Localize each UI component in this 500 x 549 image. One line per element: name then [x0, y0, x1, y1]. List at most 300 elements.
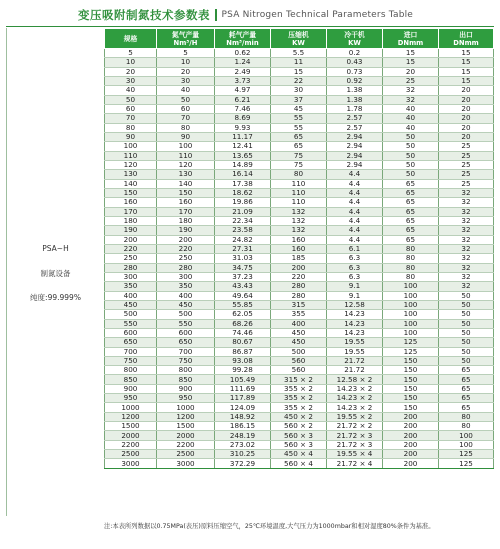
- table-cell: 250: [105, 254, 157, 263]
- table-cell: 9.1: [327, 282, 383, 291]
- table-cell: 32: [439, 216, 494, 225]
- table-cell: 12.58 × 2: [327, 375, 383, 384]
- table-row: [105, 384, 494, 393]
- table-row: [105, 160, 494, 169]
- table-cell: 125: [383, 338, 439, 347]
- table-cell: 560 × 3: [271, 440, 327, 449]
- table-cell: 248.19: [215, 431, 271, 440]
- table-cell: 32: [439, 207, 494, 216]
- table-cell: 1200: [157, 412, 215, 421]
- table-cell: 20: [439, 95, 494, 104]
- table-cell: 800: [105, 366, 157, 375]
- table-cell: 22.34: [215, 216, 271, 225]
- table-cell: 21.72: [327, 356, 383, 365]
- table-cell: 14.23: [327, 310, 383, 319]
- table-cell: 2000: [157, 431, 215, 440]
- table-cell: 9.93: [215, 123, 271, 132]
- table-cell: 50: [439, 310, 494, 319]
- table-cell: 160: [105, 198, 157, 207]
- table-cell: 15: [439, 76, 494, 85]
- title-divider: [215, 9, 217, 21]
- table-cell: 80: [383, 263, 439, 272]
- table-row: [105, 235, 494, 244]
- column-header: [215, 29, 271, 49]
- table-cell: 850: [157, 375, 215, 384]
- table-cell: 15: [439, 58, 494, 67]
- table-row: [105, 49, 494, 58]
- table-cell: 50: [157, 95, 215, 104]
- table-cell: 90: [157, 132, 215, 141]
- table-cell: 900: [157, 384, 215, 393]
- table-cell: 62.05: [215, 310, 271, 319]
- column-header-label: 耗气产量: [228, 30, 257, 39]
- table-cell: 850: [105, 375, 157, 384]
- table-cell: 40: [383, 114, 439, 123]
- table-cell: 6.3: [327, 263, 383, 272]
- table-cell: 1000: [157, 403, 215, 412]
- table-cell: 21.72 × 3: [327, 431, 383, 440]
- table-cell: 0.43: [327, 58, 383, 67]
- table-row: [105, 151, 494, 160]
- table-cell: 19.55: [327, 338, 383, 347]
- table-cell: 3000: [157, 459, 215, 468]
- table-cell: 200: [157, 235, 215, 244]
- table-cell: 450: [157, 300, 215, 309]
- table-row: [105, 67, 494, 76]
- table-cell: 10: [105, 58, 157, 67]
- table-cell: 355 × 2: [271, 403, 327, 412]
- table-cell: 1200: [105, 412, 157, 421]
- table-cell: 8.69: [215, 114, 271, 123]
- table-cell: 220: [271, 272, 327, 281]
- table-cell: 950: [105, 394, 157, 403]
- table-cell: 700: [105, 347, 157, 356]
- table-cell: 1500: [105, 422, 157, 431]
- table-cell: 16.14: [215, 170, 271, 179]
- table-cell: 50: [439, 338, 494, 347]
- table-cell: 150: [383, 384, 439, 393]
- table-cell: 50: [439, 300, 494, 309]
- table-cell: 19.55 × 2: [327, 412, 383, 421]
- table-cell: 14.23: [327, 319, 383, 328]
- table-cell: 110: [271, 198, 327, 207]
- table-cell: 65: [383, 216, 439, 225]
- table-cell: 450: [105, 300, 157, 309]
- table-row: [105, 244, 494, 253]
- table-cell: 200: [383, 459, 439, 468]
- table-header-row: [105, 29, 494, 49]
- parameters-table-wrap: [104, 28, 493, 469]
- table-cell: 500: [105, 310, 157, 319]
- table-cell: 10: [157, 58, 215, 67]
- table-cell: 4.97: [215, 86, 271, 95]
- table-cell: 120: [157, 160, 215, 169]
- table-cell: 200: [383, 440, 439, 449]
- table-cell: 300: [105, 272, 157, 281]
- table-cell: 40: [383, 104, 439, 113]
- table-row: [105, 188, 494, 197]
- table-row: [105, 282, 494, 291]
- column-header-label: 压缩机: [288, 30, 309, 39]
- table-cell: 80: [439, 412, 494, 421]
- table-row: [105, 403, 494, 412]
- table-cell: 3000: [105, 459, 157, 468]
- table-cell: 65: [383, 179, 439, 188]
- title-rule: [6, 26, 494, 27]
- table-cell: 125: [439, 459, 494, 468]
- table-cell: 186.15: [215, 422, 271, 431]
- table-cell: 450: [271, 328, 327, 337]
- table-cell: 65: [439, 366, 494, 375]
- sidebar-device: 制氮设备: [40, 269, 71, 278]
- table-cell: 372.29: [215, 459, 271, 468]
- table-cell: 220: [157, 244, 215, 253]
- table-cell: 7.46: [215, 104, 271, 113]
- table-cell: 110: [271, 188, 327, 197]
- column-header-label: 冷干机: [344, 30, 365, 39]
- table-cell: 25: [439, 142, 494, 151]
- table-cell: 130: [157, 170, 215, 179]
- table-cell: 0.62: [215, 49, 271, 58]
- table-cell: 150: [383, 394, 439, 403]
- table-cell: 50: [439, 347, 494, 356]
- table-row: [105, 328, 494, 337]
- table-cell: 355: [271, 310, 327, 319]
- column-header: [271, 29, 327, 49]
- table-cell: 100: [157, 142, 215, 151]
- table-cell: 14.89: [215, 160, 271, 169]
- table-row: [105, 431, 494, 440]
- table-cell: 2.49: [215, 67, 271, 76]
- table-cell: 273.02: [215, 440, 271, 449]
- table-row: [105, 310, 494, 319]
- table-cell: 4.4: [327, 170, 383, 179]
- table-row: [105, 170, 494, 179]
- table-cell: 4.4: [327, 207, 383, 216]
- table-cell: 65: [439, 375, 494, 384]
- table-cell: 20: [383, 67, 439, 76]
- table-cell: 132: [271, 226, 327, 235]
- table-cell: 4.4: [327, 235, 383, 244]
- table-cell: 18.62: [215, 188, 271, 197]
- table-cell: 70: [105, 114, 157, 123]
- table-cell: 125: [383, 347, 439, 356]
- column-header-label: 出口: [459, 30, 473, 39]
- table-cell: 315: [271, 300, 327, 309]
- table-cell: 310.25: [215, 450, 271, 459]
- table-row: [105, 394, 494, 403]
- table-cell: 2.94: [327, 151, 383, 160]
- table-cell: 190: [105, 226, 157, 235]
- table-cell: 14.23 × 2: [327, 403, 383, 412]
- table-cell: 190: [157, 226, 215, 235]
- table-cell: 100: [383, 300, 439, 309]
- table-cell: 80: [383, 244, 439, 253]
- table-cell: 125: [439, 450, 494, 459]
- table-cell: 60: [157, 104, 215, 113]
- table-cell: 15: [383, 49, 439, 58]
- table-cell: 65: [383, 235, 439, 244]
- table-cell: 43.43: [215, 282, 271, 291]
- table-cell: 25: [439, 151, 494, 160]
- table-row: [105, 86, 494, 95]
- table-cell: 750: [157, 356, 215, 365]
- table-cell: 200: [105, 235, 157, 244]
- table-cell: 200: [383, 412, 439, 421]
- table-cell: 350: [157, 282, 215, 291]
- table-cell: 2000: [105, 431, 157, 440]
- table-row: [105, 226, 494, 235]
- table-cell: 20: [439, 86, 494, 95]
- table-cell: 4.4: [327, 179, 383, 188]
- sidebar-model: PSA~H: [42, 244, 69, 253]
- table-cell: 150: [383, 375, 439, 384]
- table-cell: 32: [439, 188, 494, 197]
- table-row: [105, 422, 494, 431]
- table-cell: 80: [271, 170, 327, 179]
- table-cell: 500: [271, 347, 327, 356]
- table-cell: 100: [383, 328, 439, 337]
- table-cell: 450: [271, 338, 327, 347]
- table-cell: 11.17: [215, 132, 271, 141]
- table-cell: 280: [271, 291, 327, 300]
- table-cell: 5.5: [271, 49, 327, 58]
- table-cell: 400: [105, 291, 157, 300]
- table-cell: 37: [271, 95, 327, 104]
- table-cell: 90: [105, 132, 157, 141]
- table-cell: 50: [105, 95, 157, 104]
- table-cell: 200: [383, 422, 439, 431]
- table-cell: 21.72 × 4: [327, 459, 383, 468]
- table-cell: 110: [105, 151, 157, 160]
- title-english: PSA Nitrogen Technical Parameters Table: [221, 10, 414, 20]
- table-cell: 2200: [105, 440, 157, 449]
- table-cell: 0.73: [327, 67, 383, 76]
- table-cell: 24.82: [215, 235, 271, 244]
- table-cell: 14.23: [327, 328, 383, 337]
- table-cell: 550: [105, 319, 157, 328]
- table-row: [105, 142, 494, 151]
- table-row: [105, 338, 494, 347]
- table-cell: 170: [157, 207, 215, 216]
- table-cell: 65: [439, 394, 494, 403]
- table-row: [105, 132, 494, 141]
- table-cell: 32: [439, 272, 494, 281]
- table-cell: 100: [383, 310, 439, 319]
- table-row: [105, 198, 494, 207]
- table-cell: 32: [439, 263, 494, 272]
- table-cell: 200: [383, 450, 439, 459]
- table-cell: 148.92: [215, 412, 271, 421]
- table-cell: 12.41: [215, 142, 271, 151]
- table-row: [105, 95, 494, 104]
- table-cell: 74.46: [215, 328, 271, 337]
- table-row: [105, 123, 494, 132]
- column-header: [439, 29, 494, 49]
- table-cell: 65: [383, 198, 439, 207]
- table-cell: 2200: [157, 440, 215, 449]
- table-cell: 111.69: [215, 384, 271, 393]
- table-cell: 50: [383, 142, 439, 151]
- table-cell: 15: [383, 58, 439, 67]
- table-cell: 124.09: [215, 403, 271, 412]
- table-cell: 160: [157, 198, 215, 207]
- table-cell: 150: [383, 403, 439, 412]
- table-cell: 15: [439, 67, 494, 76]
- table-cell: 15: [439, 49, 494, 58]
- table-row: [105, 459, 494, 468]
- table-cell: 30: [271, 86, 327, 95]
- table-cell: 50: [383, 151, 439, 160]
- table-cell: 20: [439, 132, 494, 141]
- table-cell: 50: [439, 319, 494, 328]
- table-cell: 49.64: [215, 291, 271, 300]
- table-cell: 1.38: [327, 86, 383, 95]
- column-header: [383, 29, 439, 49]
- table-cell: 60: [105, 104, 157, 113]
- table-cell: 560: [271, 356, 327, 365]
- table-cell: 80: [383, 254, 439, 263]
- table-row: [105, 347, 494, 356]
- table-cell: 9.1: [327, 291, 383, 300]
- table-cell: 14.23 × 2: [327, 384, 383, 393]
- table-cell: 32: [439, 198, 494, 207]
- table-cell: 280: [105, 263, 157, 272]
- table-cell: 99.28: [215, 366, 271, 375]
- table-cell: 4.4: [327, 226, 383, 235]
- table-cell: 30: [157, 76, 215, 85]
- table-cell: 12.58: [327, 300, 383, 309]
- table-cell: 65: [383, 226, 439, 235]
- table-title: [78, 6, 413, 24]
- table-cell: 40: [157, 86, 215, 95]
- table-cell: 50: [439, 291, 494, 300]
- table-cell: 1.24: [215, 58, 271, 67]
- column-header-unit: KW: [348, 38, 361, 47]
- table-cell: 450 × 2: [271, 412, 327, 421]
- table-cell: 300: [157, 272, 215, 281]
- table-cell: 5: [157, 49, 215, 58]
- table-cell: 355 × 2: [271, 384, 327, 393]
- table-cell: 2.94: [327, 160, 383, 169]
- table-row: [105, 104, 494, 113]
- table-cell: 4.4: [327, 216, 383, 225]
- table-cell: 1500: [157, 422, 215, 431]
- table-cell: 34.75: [215, 263, 271, 272]
- column-header-label: 规格: [123, 34, 138, 43]
- table-cell: 40: [105, 86, 157, 95]
- table-cell: 15: [271, 67, 327, 76]
- table-cell: 75: [271, 160, 327, 169]
- table-cell: 140: [157, 179, 215, 188]
- table-cell: 4.4: [327, 198, 383, 207]
- table-cell: 4.4: [327, 188, 383, 197]
- table-cell: 20: [105, 67, 157, 76]
- table-cell: 21.09: [215, 207, 271, 216]
- column-header-unit: KW: [292, 38, 305, 47]
- table-cell: 650: [157, 338, 215, 347]
- table-cell: 150: [157, 188, 215, 197]
- table-cell: 20: [439, 114, 494, 123]
- table-cell: 70: [157, 114, 215, 123]
- table-cell: 100: [105, 142, 157, 151]
- table-cell: 19.55: [327, 347, 383, 356]
- table-cell: 25: [439, 160, 494, 169]
- table-cell: 6.3: [327, 272, 383, 281]
- table-cell: 20: [439, 104, 494, 113]
- table-cell: 500: [157, 310, 215, 319]
- table-cell: 65: [439, 403, 494, 412]
- table-row: [105, 450, 494, 459]
- table-cell: 130: [105, 170, 157, 179]
- table-cell: 17.38: [215, 179, 271, 188]
- table-cell: 13.65: [215, 151, 271, 160]
- table-cell: 2.94: [327, 132, 383, 141]
- parameters-table: [104, 28, 494, 469]
- table-cell: 400: [157, 291, 215, 300]
- table-row: [105, 114, 494, 123]
- table-cell: 2500: [157, 450, 215, 459]
- table-cell: 700: [157, 347, 215, 356]
- table-cell: 200: [383, 431, 439, 440]
- table-cell: 200: [271, 263, 327, 272]
- table-cell: 86.87: [215, 347, 271, 356]
- table-cell: 250: [157, 254, 215, 263]
- table-cell: 315 × 2: [271, 375, 327, 384]
- table-cell: 150: [105, 188, 157, 197]
- table-cell: 1.38: [327, 95, 383, 104]
- table-cell: 32: [383, 86, 439, 95]
- table-cell: 600: [157, 328, 215, 337]
- table-row: [105, 76, 494, 85]
- table-cell: 65: [383, 188, 439, 197]
- table-cell: 2500: [105, 450, 157, 459]
- footnote: 注:本表所列数据以0.75MPa(表压)原料压缩空气，25℃环境温度,大气压力为1000mbar和相对湿度80%条件为基准。: [104, 523, 435, 530]
- column-header: [105, 29, 157, 49]
- table-cell: 280: [271, 282, 327, 291]
- table-cell: 100: [439, 431, 494, 440]
- table-cell: 560: [271, 366, 327, 375]
- table-cell: 1000: [105, 403, 157, 412]
- column-header-label: 进口: [403, 30, 418, 39]
- table-cell: 65: [439, 384, 494, 393]
- table-cell: 50: [439, 356, 494, 365]
- column-header-label: 氮气产量: [171, 30, 200, 39]
- table-cell: 32: [439, 244, 494, 253]
- table-cell: 100: [383, 319, 439, 328]
- table-cell: 950: [157, 394, 215, 403]
- table-cell: 355 × 2: [271, 394, 327, 403]
- table-cell: 23.58: [215, 226, 271, 235]
- table-cell: 65: [271, 142, 327, 151]
- table-cell: 6.21: [215, 95, 271, 104]
- table-cell: 75: [271, 151, 327, 160]
- table-cell: 750: [105, 356, 157, 365]
- table-cell: 21.72 × 3: [327, 440, 383, 449]
- table-cell: 110: [271, 179, 327, 188]
- table-cell: 20: [157, 67, 215, 76]
- table-cell: 40: [383, 123, 439, 132]
- sidebar-purity: 纯度:99.999%: [30, 293, 81, 302]
- table-cell: 800: [157, 366, 215, 375]
- table-cell: 100: [439, 440, 494, 449]
- table-cell: 65: [271, 132, 327, 141]
- table-cell: 6.3: [327, 254, 383, 263]
- table-row: [105, 375, 494, 384]
- table-cell: 2.57: [327, 114, 383, 123]
- table-cell: 900: [105, 384, 157, 393]
- table-cell: 180: [157, 216, 215, 225]
